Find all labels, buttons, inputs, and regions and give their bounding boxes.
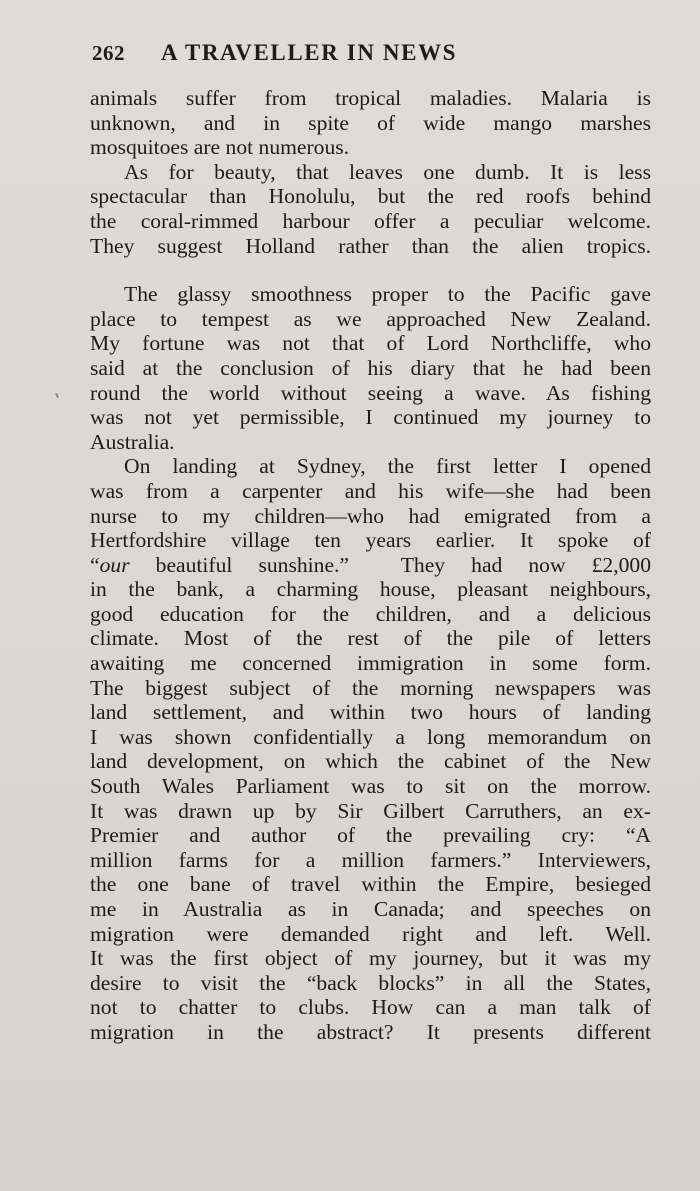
text-line: I was shown confidentially a long memorandum on [90,724,651,749]
paragraph-sydney-cont [90,922,651,947]
text-line: My fortune was not that of Lord Northcliffe, who [90,331,651,356]
text-line: The glassy smoothness proper to the Pacific gave [124,282,651,307]
text-line: said at the conclusion of his diary that he had been [90,355,651,380]
text-line: me in Australia as in Canada; and speeches on [90,897,651,921]
text-line: not to chatter to clubs. How can a man talk of [90,995,651,1020]
open-quote: “ [90,552,100,577]
paragraph-sydney-cont [90,626,651,651]
paragraph-beauty [90,160,651,185]
text-line: round the world without seeing a wave. As fishing [90,380,651,405]
paragraph-sydney-cont [90,651,651,676]
text-line: was not yet permissible, I continued my journey to [90,405,651,430]
text-line: South Wales Parliament was to sit on the morrow. [90,774,651,799]
paragraph-sydney [90,454,651,479]
print-speck [55,393,59,398]
paragraph-sydney-cont [90,995,651,1020]
text-line: They suggest Holland rather than the alien tropics. [90,233,651,258]
text-line: the coral-rimmed harbour offer a peculiar welcome. [90,208,651,233]
paragraph-pacific-cont [90,405,651,430]
paragraph-beauty-cont [90,209,651,234]
paragraph-sydney-cont [90,528,651,553]
text-line: Hertfordshire village ten years earlier. It spoke of [90,528,651,553]
paragraph-pacific-cont [90,331,651,356]
paragraph-continuation-end [90,135,651,160]
section-break [90,258,651,282]
text-line: beautiful sunshine.” They had now £2,000 [129,552,651,577]
text-line: unknown, and in spite of wide mango marshes [90,110,651,135]
paragraph-sydney-cont [90,774,651,799]
text-line: As for beauty, that leaves one dumb. It is less [124,159,651,184]
paragraph-beauty-cont [90,184,651,209]
text-line: the one bane of travel within the Empire, besieged [90,872,651,897]
paragraph-sydney-cont [90,577,651,602]
paragraph-sydney-cont [90,897,651,922]
text-line: It was drawn up by Sir Gilbert Carruthers, an ex- [90,798,651,823]
paragraph-sydney-cont [90,602,651,627]
text-line: climate. Most of the rest of the pile of letters [90,626,651,651]
paragraph-sydney-cont [90,749,651,774]
text-line: in the bank, a charming house, pleasant neighbours, [90,577,651,602]
paragraph-sydney-cont [90,1020,651,1045]
paragraph-sydney-cont [90,799,651,824]
body-text [90,86,651,1045]
italic-word: our [99,552,130,577]
paragraph-continuation [90,86,651,135]
paragraph-pacific-cont [90,381,651,406]
text-line: Australia. [90,429,175,454]
text-line: migration were demanded right and left. Well. [90,921,651,946]
text-line: It was the first object of my journey, but it was my [90,946,651,971]
paragraph-sydney-cont [90,848,651,873]
paragraph-beauty-cont [90,234,651,259]
paragraph-sydney-cont [90,553,651,578]
paragraph-sydney-cont [90,946,651,971]
text-line: On landing at Sydney, the first letter I opened [124,454,651,479]
text-line: Premier and author of the prevailing cry: “A [90,823,651,848]
paragraph-sydney-cont [90,676,651,701]
paragraph-sydney-cont [90,971,651,996]
text-line: mosquitoes are not numerous. [90,135,350,160]
paragraph-sydney-remaining-lines [90,577,651,1044]
text-line: nurse to my children—who had emigrated from a [90,503,651,528]
text-line: animals suffer from tropical maladies. Malaria is [90,86,651,110]
paragraph-sydney-cont [90,823,651,848]
text-line: The biggest subject of the morning newspapers was [90,675,651,700]
paragraph-pacific-cont [90,307,651,332]
paragraph-pacific [90,282,651,307]
page-number: 262 [92,41,125,65]
text-line: land settlement, and within two hours of landing [90,700,651,725]
paragraph-sydney-cont [90,872,651,897]
text-line: place to tempest as we approached New Zealand. [90,306,651,331]
text-line: land development, on which the cabinet of the New [90,749,651,774]
paragraph-sydney-cont [90,479,651,504]
text-line: migration in the abstract? It presents different [90,1019,651,1044]
text-line: was from a carpenter and his wife—she had been [90,478,651,503]
running-head [92,40,555,76]
text-line: desire to visit the “back blocks” in all the States, [90,970,651,995]
paragraph-sydney-cont [90,700,651,725]
paragraph-pacific-end [90,430,651,455]
paragraph-pacific-cont [90,356,651,381]
text-line: good education for the children, and a delicious [90,601,651,626]
text-line: spectacular than Honolulu, but the red roofs behind [90,184,651,209]
paragraph-sydney-cont [90,725,651,750]
text-line: awaiting me concerned immigration in some form. [90,651,651,676]
text-line: million farms for a million farmers.” Interviewers, [90,847,651,872]
running-title: A TRAVELLER IN NEWS [161,40,458,65]
paragraph-sydney-cont [90,504,651,529]
